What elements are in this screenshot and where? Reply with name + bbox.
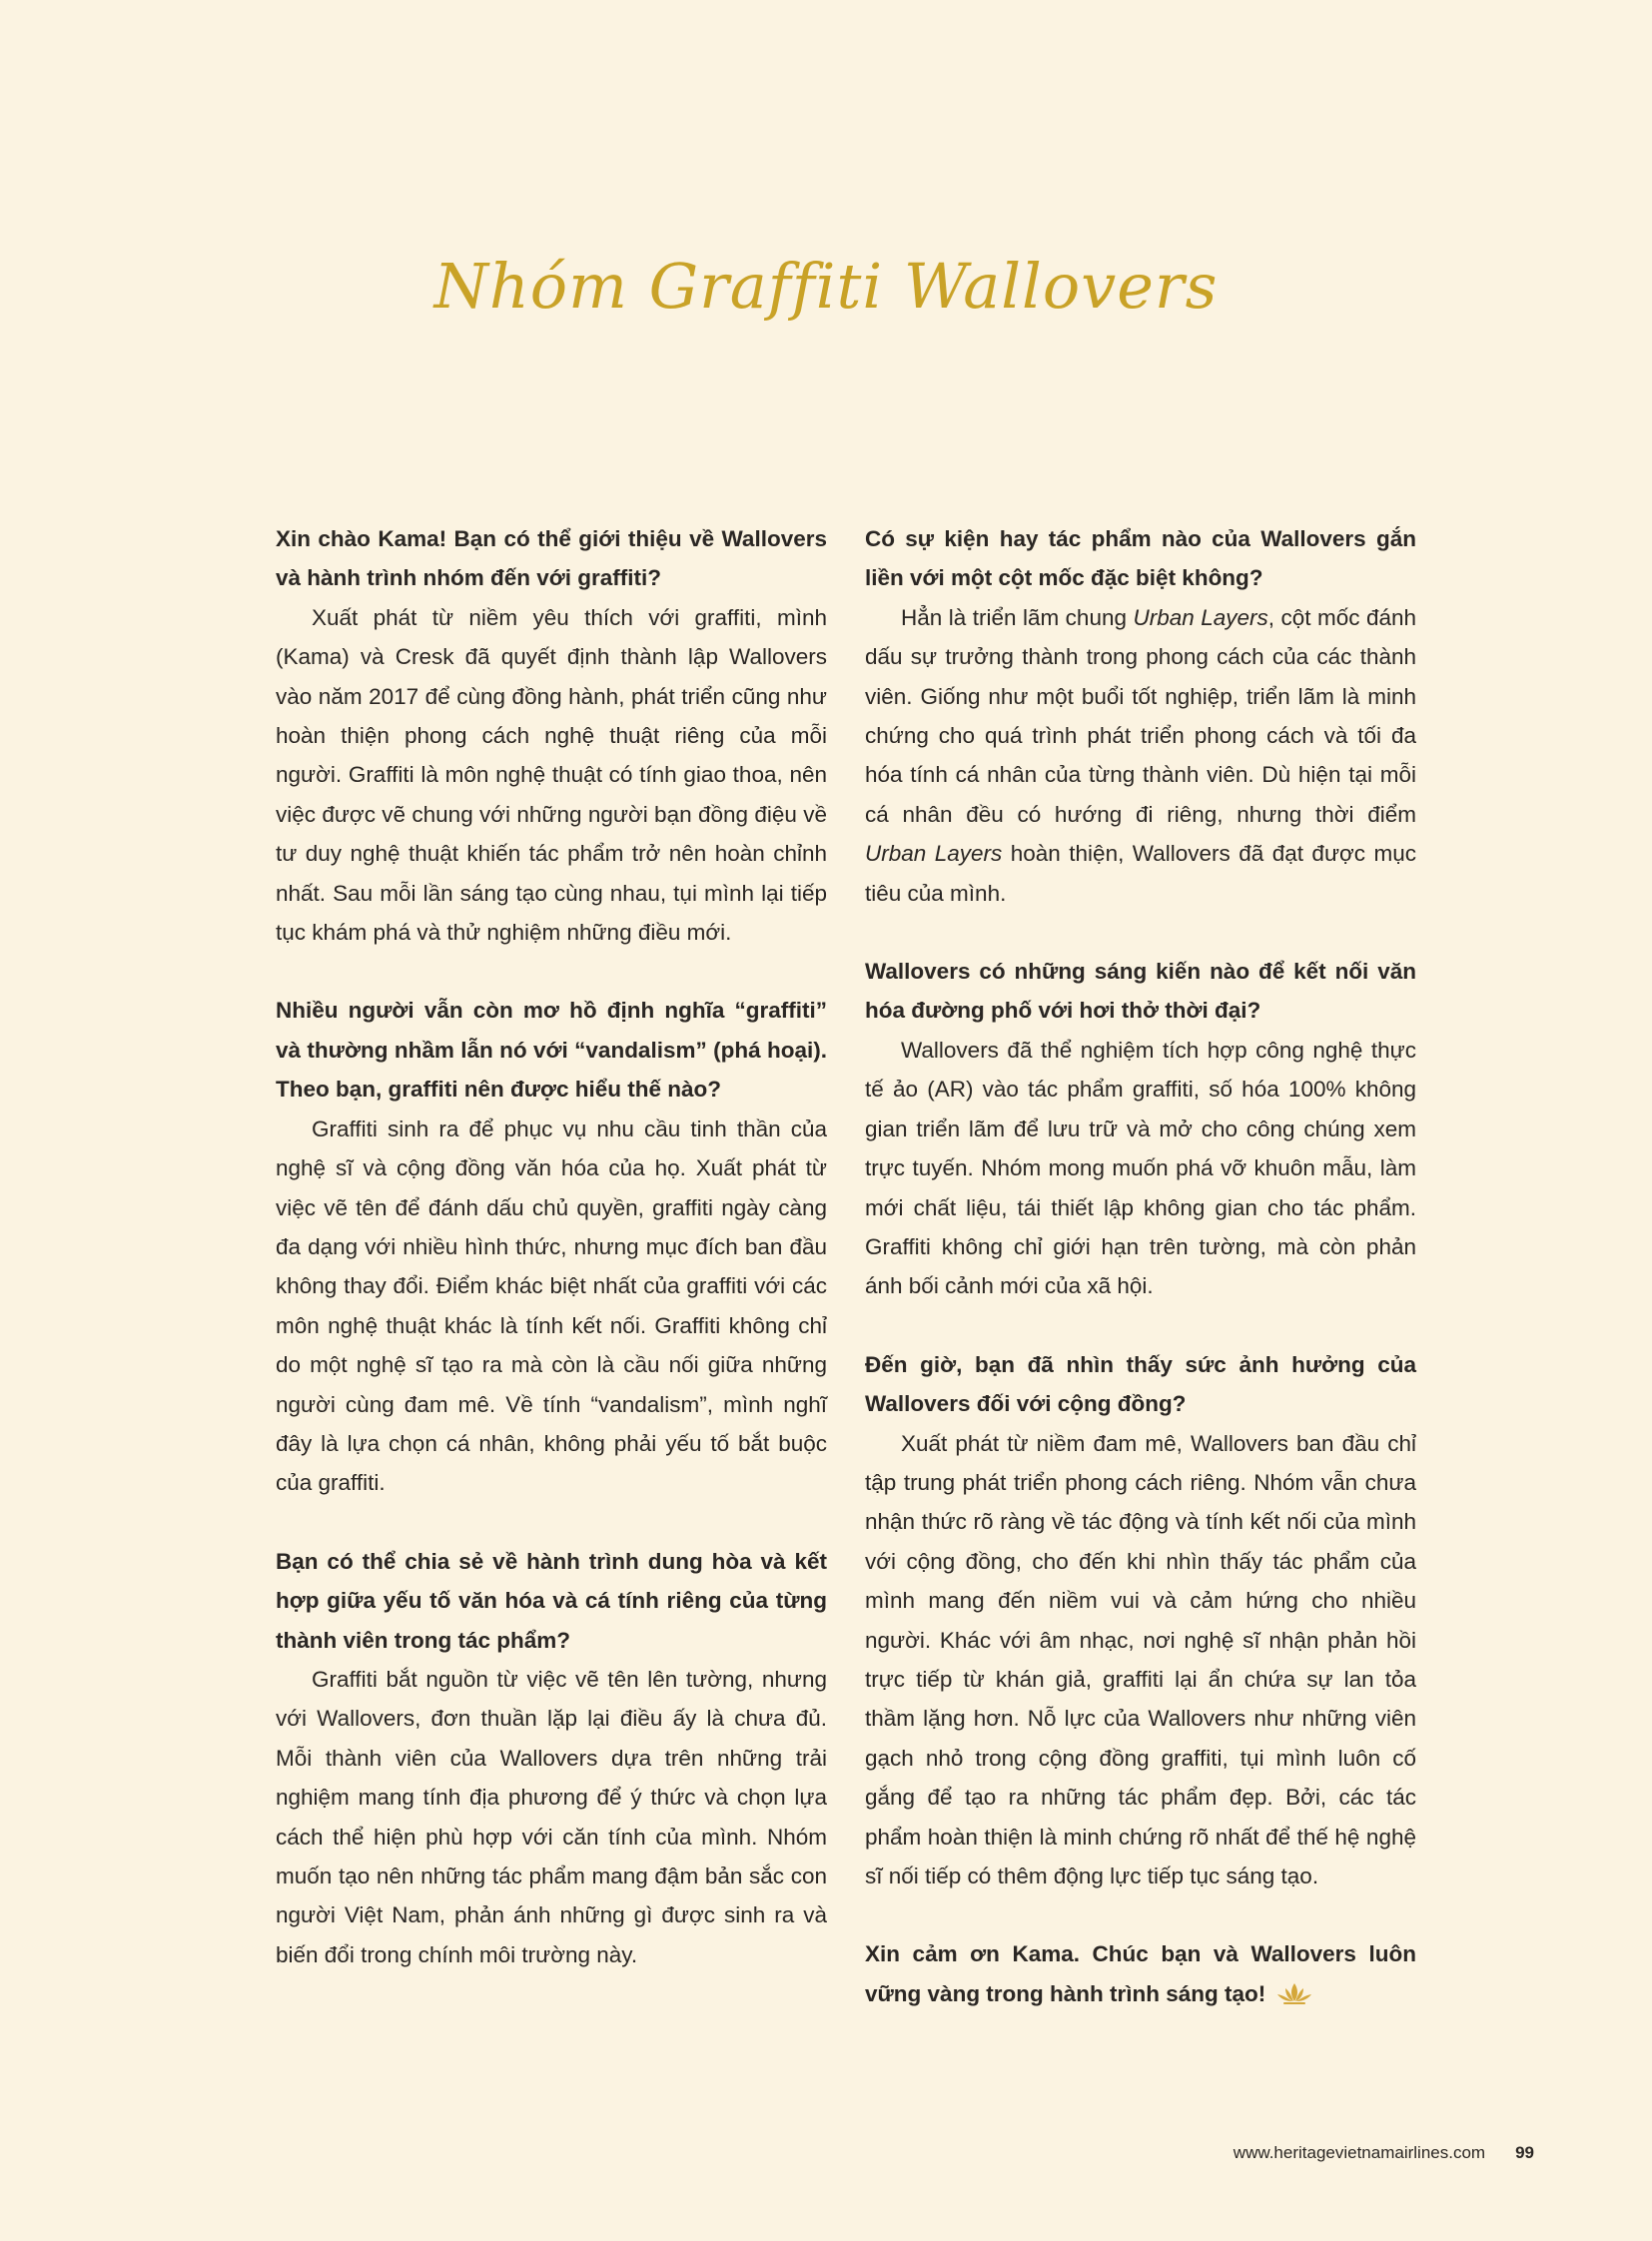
qa-block <box>865 952 1416 1306</box>
right-column <box>865 519 1416 2017</box>
interview-question: Bạn có thể chia sẻ về hành trình dung hòa và kết hợp giữa yếu tố văn hóa và cá tính riêng của từng thành viên trong tác phẩm? <box>276 1548 827 1653</box>
interview-answer: Xuất phát từ niềm đam mê, Wallovers ban đầu chỉ tập trung phát triển phong cách riêng. Nhóm vẫn chưa nhận thức rõ ràng về tác động và tính kết nối của mình với cộng đồng, cho đến khi nhìn thấy tác phẩm của mình mang đến niềm vui và cảm hứng cho nhiều người. Khác với âm nhạc, nơi nghệ sĩ nhận phản hồi trực tiếp từ khán giả, graffiti lại ẩn chứa sự lan tỏa thầm lặng hơn. Nỗ lực của Wallovers như những viên gạch nhỏ trong cộng đồng graffiti, tụi mình luôn cố gắng để tạo ra những tác phẩm đẹp. Bởi, các tác phẩm hoàn thiện là minh chứng rõ nhất để thế hệ nghệ sĩ nối tiếp có thêm động lực tiếp tục sáng tạo. <box>865 1430 1416 1888</box>
answer-text: Hẳn là triển lãm chung <box>901 604 1134 630</box>
interview-answer: Graffiti bắt nguồn từ việc vẽ tên lên tường, nhưng với Wallovers, đơn thuần lặp lại điều ấy là chưa đủ. Mỗi thành viên của Wallovers dựa trên những trải nghiệm mang tính địa phương để ý thức và chọn lựa cách thể hiện phù hợp với căn tính của mình. Nhóm muốn tạo nên những tác phẩm mang đậm bản sắc con người Việt Nam, phản ánh những gì được sinh ra và biến đổi trong chính môi trường này. <box>276 1666 827 1967</box>
qa-block <box>276 991 827 1502</box>
answer-text: hoàn thiện, Wallovers đã đạt được mục tiêu của mình. <box>865 841 1416 906</box>
interview-answer: Xuất phát từ niềm yêu thích với graffiti, mình (Kama) và Cresk đã quyết định thành lập Wallovers vào năm 2017 để cùng đồng hành, phát triển cũng như hoàn thiện phong cách nghệ thuật riêng của mỗi người. Graffiti là môn nghệ thuật có tính giao thoa, nên việc được vẽ chung với những người bạn đồng điệu về tư duy nghệ thuật khiến tác phẩm trở nên hoàn chỉnh nhất. Sau mỗi lần sáng tạo cùng nhau, tụi mình lại tiếp tục khám phá và thử nghiệm những điều mới. <box>276 604 827 946</box>
qa-block <box>865 1345 1416 1896</box>
website-url: www.heritagevietnamairlines.com <box>1233 2143 1486 2162</box>
lotus-icon <box>1275 1978 1313 2017</box>
page-number: 99 <box>1515 2143 1534 2162</box>
interview-answer <box>865 598 1416 913</box>
interview-answer: Graffiti sinh ra để phục vụ nhu cầu tinh thần của nghệ sĩ và cộng đồng văn hóa của họ. Xuất phát từ việc vẽ tên để đánh dấu chủ quyền, graffiti ngày càng đa dạng với nhiều hình thức, nhưng mục đích ban đầu không thay đổi. Điểm khác biệt nhất của graffiti với các môn nghệ thuật khác là tính kết nối. Graffiti không chỉ do một nghệ sĩ tạo ra mà còn là cầu nối giữa những người cùng đam mê. Về tính “vandalism”, mình nghĩ đây là lựa chọn cá nhân, không phải yếu tố bắt buộc của graffiti. <box>276 1116 827 1496</box>
interview-question: Đến giờ, bạn đã nhìn thấy sức ảnh hưởng của Wallovers đối với cộng đồng? <box>865 1351 1416 1417</box>
interview-question: Có sự kiện hay tác phẩm nào của Wallovers gắn liền với một cột mốc đặc biệt không? <box>865 526 1416 591</box>
interview-question: Nhiều người vẫn còn mơ hồ định nghĩa “graffiti” và thường nhầm lẫn nó với “vandalism” (phá hoại). Theo bạn, graffiti nên được hiểu thế nào? <box>276 998 827 1103</box>
interview-question: Xin chào Kama! Bạn có thể giới thiệu về Wallovers và hành trình nhóm đến với graffiti? <box>276 526 827 591</box>
left-column <box>276 519 827 2013</box>
qa-block <box>865 519 1416 913</box>
interview-answer: Wallovers đã thể nghiệm tích hợp công nghệ thực tế ảo (AR) vào tác phẩm graffiti, số hóa 100% không gian triển lãm để lưu trữ và mở cho công chúng xem trực tuyến. Nhóm mong muốn phá vỡ khuôn mẫu, làm mới chất liệu, tái thiết lập không gian cho tác phẩm. Graffiti không chỉ giới hạn trên tường, mà còn phản ánh bối cảnh mới của xã hội. <box>865 1037 1416 1299</box>
page-title: Nhóm Graffiti Wallovers <box>433 250 1219 323</box>
qa-block <box>276 1542 827 1974</box>
qa-block <box>276 519 827 952</box>
interview-question: Wallovers có những sáng kiến nào để kết nối văn hóa đường phố với hơi thở thời đại? <box>865 959 1416 1024</box>
exhibition-title: Urban Layers <box>865 841 1003 867</box>
answer-text: , cột mốc đánh dấu sự trưởng thành trong phong cách của các thành viên. Giống như một buổi tốt nghiệp, triển lãm là minh chứng cho quá trình phát triển phong cách và tối đa hóa tính cá nhân của từng thành viên. Dù hiện tại mỗi cá nhân đều có hướng đi riêng, nhưng thời điểm <box>865 604 1416 827</box>
closing-remark <box>865 1934 1416 2017</box>
exhibition-title: Urban Layers <box>1133 604 1268 630</box>
page-footer <box>1234 2143 1534 2163</box>
closing-text: Xin cảm ơn Kama. Chúc bạn và Wallovers luôn vững vàng trong hành trình sáng tạo! <box>865 1941 1416 2006</box>
